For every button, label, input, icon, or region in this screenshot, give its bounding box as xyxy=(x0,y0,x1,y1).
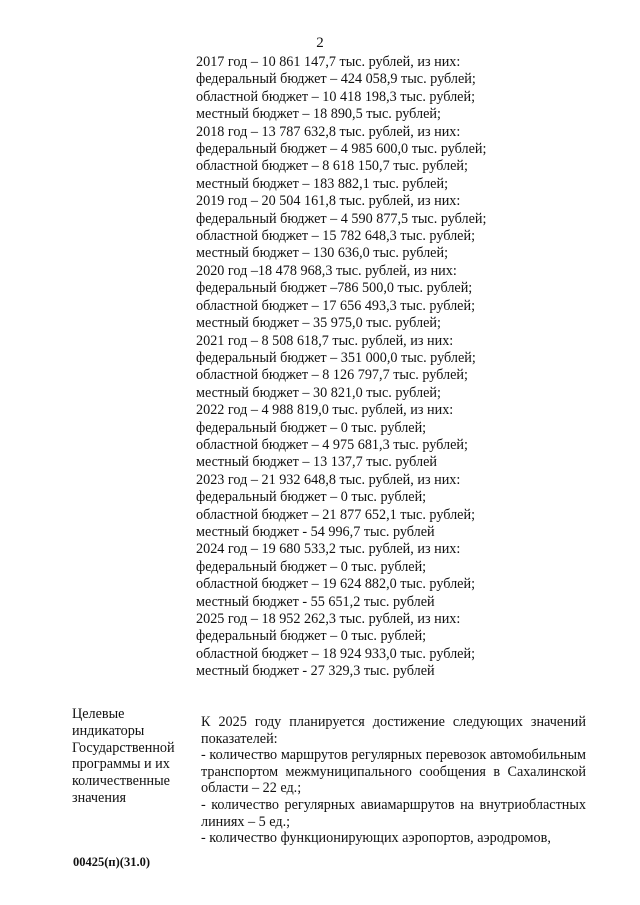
target-indicators-label xyxy=(72,706,198,807)
page-number: 2 xyxy=(316,35,324,51)
budget-line: местный бюджет - 55 651,2 тыс. рублей xyxy=(196,593,435,610)
budget-line: федеральный бюджет – 0 тыс. рублей; xyxy=(196,558,427,575)
footer-code: 00425(п)(31.0) xyxy=(73,855,150,869)
target-item: - количество функционирующих аэропортов, аэродромов, xyxy=(201,830,551,847)
budget-line: местный бюджет – 183 882,1 тыс. рублей; xyxy=(196,175,449,192)
budget-line: федеральный бюджет – 0 тыс. рублей; xyxy=(196,628,427,645)
label-line: значения xyxy=(72,789,127,806)
label-line: Целевые xyxy=(72,706,125,722)
budget-line: местный бюджет - 54 996,7 тыс. рублей xyxy=(196,523,435,540)
budget-line: местный бюджет – 13 137,7 тыс. рублей xyxy=(196,454,437,471)
budget-line: федеральный бюджет – 0 тыс. рублей; xyxy=(196,489,427,506)
budget-line: 2018 год – 13 787 632,8 тыс. рублей, из них: xyxy=(196,123,461,140)
budget-line: 2023 год – 21 932 648,8 тыс. рублей, из них: xyxy=(196,471,461,488)
budget-line: 2017 год – 10 861 147,7 тыс. рублей, из них: xyxy=(196,54,461,70)
budget-line: областной бюджет – 4 975 681,3 тыс. рублей; xyxy=(196,436,468,453)
budget-line: федеральный бюджет – 0 тыс. рублей; xyxy=(196,419,427,436)
budget-line: местный бюджет – 130 636,0 тыс. рублей; xyxy=(196,245,449,262)
label-line: Государственной xyxy=(72,739,175,756)
budget-line: областной бюджет – 17 656 493,3 тыс. рублей; xyxy=(196,297,476,314)
target-intro: К 2025 году планируется достижение следующих значений показателей: xyxy=(201,714,586,747)
budget-line: областной бюджет – 21 877 652,1 тыс. рублей; xyxy=(196,506,476,523)
budget-line: 2022 год – 4 988 819,0 тыс. рублей, из них: xyxy=(196,402,454,419)
budget-list xyxy=(196,54,586,681)
budget-line: областной бюджет – 19 624 882,0 тыс. рублей; xyxy=(196,576,476,593)
budget-line: местный бюджет – 35 975,0 тыс. рублей; xyxy=(196,315,441,332)
budget-line: областной бюджет – 8 618 150,7 тыс. рублей; xyxy=(196,158,468,175)
budget-line: федеральный бюджет – 424 058,9 тыс. рублей; xyxy=(196,71,476,88)
budget-line: федеральный бюджет – 4 985 600,0 тыс. рублей; xyxy=(196,141,487,158)
budget-line: 2024 год – 19 680 533,2 тыс. рублей, из них: xyxy=(196,541,461,558)
budget-line: федеральный бюджет –786 500,0 тыс. рублей; xyxy=(196,280,473,297)
budget-line: федеральный бюджет – 4 590 877,5 тыс. рублей; xyxy=(196,210,487,227)
budget-line: 2021 год – 8 508 618,7 тыс. рублей, из них: xyxy=(196,332,454,349)
budget-line: местный бюджет – 18 890,5 тыс. рублей; xyxy=(196,106,441,123)
budget-line: федеральный бюджет – 351 000,0 тыс. рублей; xyxy=(196,349,476,366)
budget-line: областной бюджет – 10 418 198,3 тыс. рублей; xyxy=(196,88,476,105)
label-line: количественные xyxy=(72,773,170,790)
target-indicators-content xyxy=(201,714,586,847)
budget-line: местный бюджет – 30 821,0 тыс. рублей; xyxy=(196,384,441,401)
budget-line: 2020 год –18 478 968,3 тыс. рублей, из них: xyxy=(196,262,457,279)
budget-line: 2025 год – 18 952 262,3 тыс. рублей, из них: xyxy=(196,611,461,627)
target-item: - количество регулярных авиамаршрутов на внутриобластных линиях – 5 ед.; xyxy=(201,796,586,830)
target-item: - количество маршрутов регулярных перевозок автомобильным транспортом межмуниципального сообщения в Сахалинской области – 22 ед.; xyxy=(201,747,586,797)
budget-line: областной бюджет – 15 782 648,3 тыс. рублей; xyxy=(196,228,476,245)
budget-line: местный бюджет - 27 329,3 тыс. рублей xyxy=(196,663,435,680)
budget-line: 2019 год – 20 504 161,8 тыс. рублей, из них: xyxy=(196,193,461,210)
label-line: программы и их xyxy=(72,756,170,773)
budget-line: областной бюджет – 18 924 933,0 тыс. рублей; xyxy=(196,645,476,662)
label-line: индикаторы xyxy=(72,722,145,739)
budget-line: областной бюджет – 8 126 797,7 тыс. рублей; xyxy=(196,367,468,384)
